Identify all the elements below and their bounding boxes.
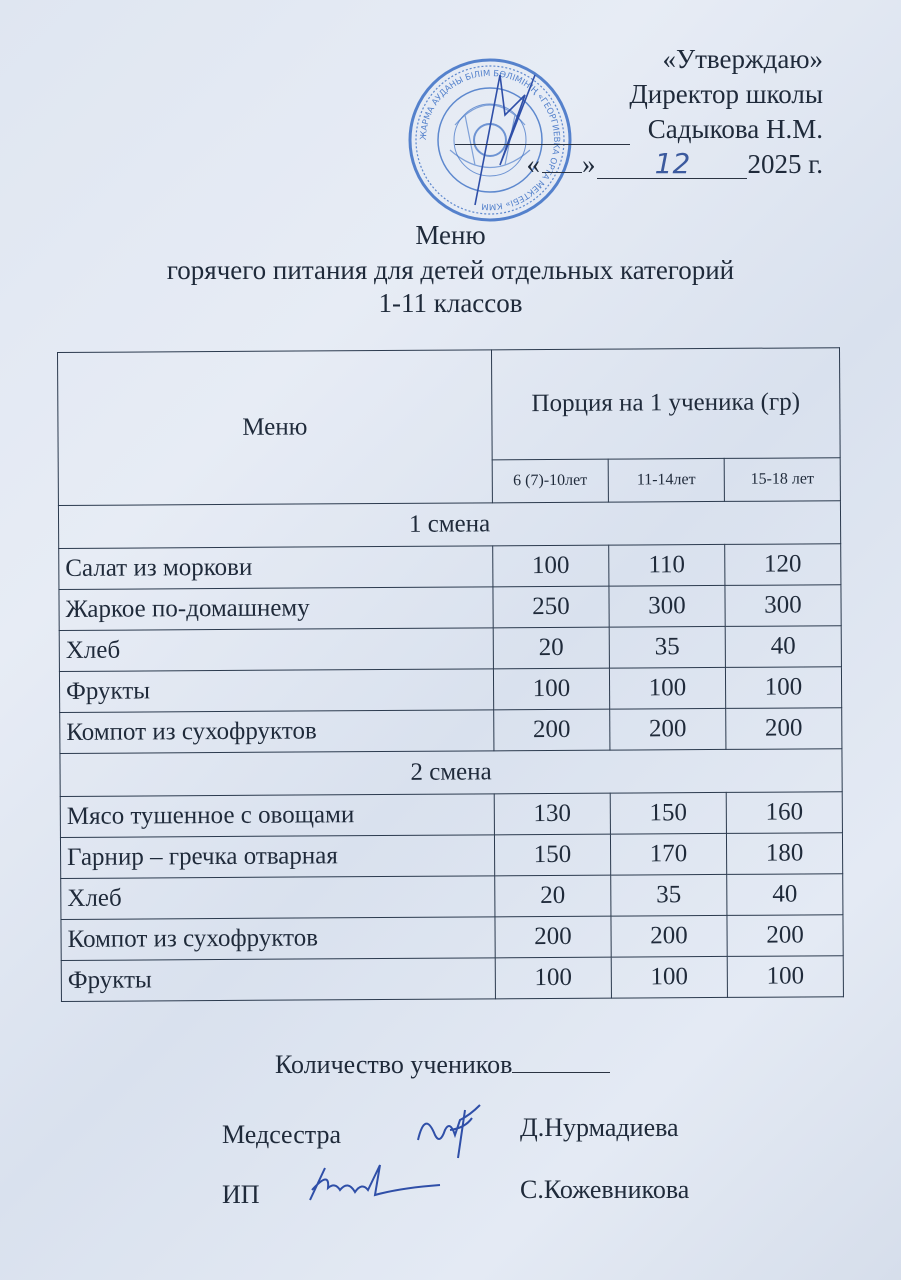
portion-value: 100 xyxy=(493,668,609,710)
dish-name: Гарнир – гречка отварная xyxy=(60,835,494,879)
header-menu: Меню xyxy=(58,350,493,506)
portion-value: 130 xyxy=(494,793,610,835)
portion-value: 200 xyxy=(611,915,727,957)
dish-name: Хлеб xyxy=(59,628,493,672)
portion-value: 20 xyxy=(495,875,611,917)
portion-value: 150 xyxy=(494,834,610,876)
director-name: Садыкова Н.М. xyxy=(647,114,823,144)
shift-header: 2 смена xyxy=(60,749,842,797)
table-row xyxy=(61,956,843,1002)
entrepreneur-name: С.Кожевникова xyxy=(520,1175,690,1204)
nurse-signature-icon xyxy=(410,1100,490,1160)
dish-name: Хлеб xyxy=(61,876,495,920)
portion-value: 200 xyxy=(727,915,843,957)
portion-value: 200 xyxy=(495,916,611,958)
dish-name: Фрукты xyxy=(61,958,495,1002)
dish-name: Компот из сухофруктов xyxy=(61,917,495,961)
portion-value: 100 xyxy=(495,957,611,999)
date-year: 2025 г. xyxy=(747,149,823,179)
table-row xyxy=(61,915,843,961)
nurse-name: Д.Нурмадиева xyxy=(520,1113,679,1142)
dish-name: Мясо тушенное с овощами xyxy=(60,794,494,838)
portion-value: 35 xyxy=(609,626,725,668)
portion-value: 35 xyxy=(611,874,727,916)
header-portion: Порция на 1 ученика (гр) xyxy=(491,348,840,460)
approval-block xyxy=(526,42,823,182)
table-row xyxy=(60,708,842,754)
portion-value: 300 xyxy=(609,585,725,627)
dish-name: Фрукты xyxy=(59,669,493,713)
svg-text:ЖАРМА АУДАНЫ БІЛІМ БӨЛІМІНІҢ «: ЖАРМА АУДАНЫ БІЛІМ БӨЛІМІНІҢ «ГЕОРГИЕВКА ОРТА МЕКТЕБІ» КММ xyxy=(418,68,562,212)
approval-heading: «Утверждаю» xyxy=(662,44,823,74)
portion-value: 200 xyxy=(610,708,726,750)
portion-value: 120 xyxy=(725,544,841,586)
portion-value: 160 xyxy=(726,792,842,834)
student-count-blank xyxy=(512,1052,610,1073)
portion-value: 150 xyxy=(610,792,726,834)
portion-value: 110 xyxy=(609,544,725,586)
portion-value: 100 xyxy=(725,667,841,709)
portion-value: 40 xyxy=(727,874,843,916)
portion-value: 100 xyxy=(727,956,843,998)
dish-name: Салат из моркови xyxy=(59,546,493,590)
entrepreneur-role: ИП xyxy=(222,1180,260,1209)
dish-name: Компот из сухофруктов xyxy=(60,710,494,754)
student-count-label: Количество учеников xyxy=(275,1050,513,1079)
portion-value: 40 xyxy=(725,626,841,668)
date-month-handwritten: 12 xyxy=(597,150,747,179)
portion-value: 20 xyxy=(493,627,609,669)
portion-value: 100 xyxy=(611,956,727,998)
portion-value: 180 xyxy=(726,833,842,875)
document-subtitle: горячего питания для детей отдельных категорий xyxy=(166,255,735,285)
table-row xyxy=(61,874,843,920)
director-signature-line xyxy=(455,144,630,145)
dish-name: Жаркое по-домашнему xyxy=(59,587,493,631)
shift-header: 1 смена xyxy=(58,501,840,549)
portion-value: 100 xyxy=(493,545,609,587)
table-row xyxy=(59,544,841,590)
entrepreneur-signature-icon xyxy=(300,1160,450,1210)
age-group-header: 11-14лет xyxy=(608,458,724,502)
student-count xyxy=(275,1050,610,1080)
portion-value: 170 xyxy=(610,833,726,875)
nurse-role: Медсестра xyxy=(222,1120,342,1149)
portion-value: 300 xyxy=(725,585,841,627)
document-grades: 1-11 классов xyxy=(378,288,523,318)
portion-value: 200 xyxy=(726,708,842,750)
age-group-header: 15-18 лет xyxy=(724,457,840,501)
table-row xyxy=(59,626,841,672)
menu-table xyxy=(57,347,844,1002)
date-day-blank xyxy=(542,148,582,173)
portion-value: 200 xyxy=(494,709,610,751)
table-row xyxy=(60,792,842,838)
portion-value: 250 xyxy=(493,586,609,628)
portion-value: 100 xyxy=(609,667,725,709)
age-group-header: 6 (7)-10лет xyxy=(492,459,608,503)
document-title: Меню xyxy=(415,220,486,250)
table-row xyxy=(60,833,842,879)
table-row xyxy=(59,585,841,631)
director-position: Директор школы xyxy=(629,79,823,109)
approval-date: « » 12 2025 г. xyxy=(526,147,823,180)
table-row xyxy=(59,667,841,713)
